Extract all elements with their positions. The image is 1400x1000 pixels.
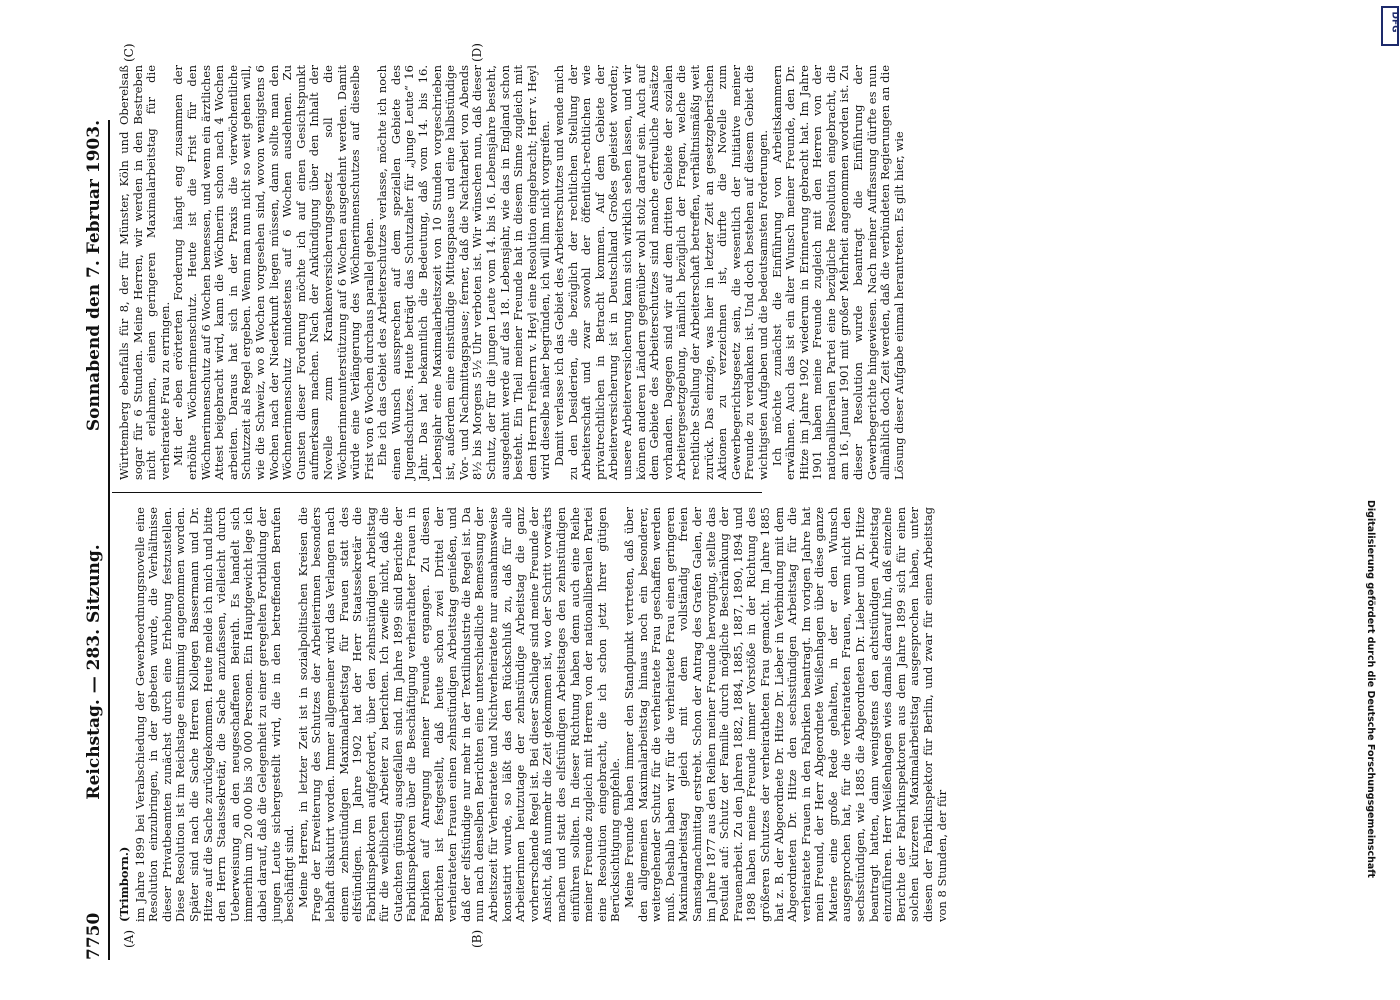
text-column-right xyxy=(117,65,906,480)
header-rule xyxy=(108,120,110,960)
paragraph: Mit der eben erörterten Forderung hängt eng zusammen der erhöhte Wöchnerinnenschutz. Heute ist die Frist für den Wöchnerinnenschutz auf 6 Wochen bemessen, und wenn ein ärztliches Attest beigebracht wird, kann die Wöchnerin schon nach 4 Wochen arbeiten. Daraus hat sich in der Praxis die vierwöchentliche Schutzzeit als Regel ergeben. Wenn man nun nicht so weit gehen will, wie die Schweiz, wo 8 Wochen vorgesehen sind, wovon wenigstens 6 Wochen nach der Niederkunft liegen müssen, dann sollte man den Wöchnerinnenschutz mindestens auf 6 Wochen ausdehnen. Zu Gunsten dieser Forderung möchte ich auf einen Gesichtspunkt aufmerksam machen. Nach der Ankündigung über den Inhalt der Novelle zum Krankenversicherungsgesetz soll die Wöchnerinnenunterstützung auf 6 Wochen ausgedehnt werden. Damit würde eine Verlängerung des Wöchnerinnenschutzes auf dieselbe Frist von 6 Wochen durchaus parallel gehen. xyxy=(171,65,376,480)
credit-text: Digitalisierung gefördert durch die Deutsche Forschungsgemeinschaft xyxy=(1365,500,1376,878)
text-column-left xyxy=(117,507,949,922)
paragraph: Ich möchte zunächst die Einführung von Arbeitskammern erwähnen. Auch das ist ein alter Wunsch meiner Freunde, den Dr. Hitze im Jahre 1902 wiederum in Erinnerung gebracht hat. Im Jahre 1901 haben meine Freunde zugleich mit den Herren von der nationalliberalen Partei eine bezügliche Resolution eingebracht, die am 16. Januar 1901 mit großer Mehrheit angenommen worden ist. Zu dieser Resolution wurde beantragt die Einführung der Gewerbegerichte hingewiesen. Nach meiner Auffassung dürfte es nun allmählich doch Zeit werden, daß die verbündeten Regierungen an die Lösung dieser Aufgabe einmal herantreten. Es gilt hier, wie xyxy=(769,65,906,480)
margin-mark-c: (C) xyxy=(122,43,136,62)
paragraph: im Jahre 1899 bei Verabschiedung der Gewerbeordnungsnovelle eine Resolution einzubringen, in der gebeten wurde, die Verhältnisse dieser Privatbeamten zunächst durch eine Erhebung festzustellen. Diese Resolution ist im Reichstage einstimmig angenommen worden. Später sind nach die Sache Herren Kollegen Bassermann und Dr. Hitze auf die Sache zurückgekommen. Heute melde ich mich und bitte den Herrn Staatssekretär, die Sache anzufassen, vielleicht durch Ueberweisung an den neugeschaffenen Beirath. Es handelt sich immerhin um 20 000 bis 30 000 Personen. Ein Hauptgewicht lege ich dabei darauf, daß die Gelegenheit zu einer geregelten Fortbildung der jungen Leute sichergestellt wird, die in den betreffenden Berufen beschäftigt sind. xyxy=(132,507,297,922)
header-session: Reichstag. — 283. Sitzung. xyxy=(84,544,104,800)
paragraph: Meine Herren, in letzter Zeit ist in sozialpolitischen Kreisen die Frage der Erweiterung des Schutzes der Arbeiterinnen besonders lebhaft diskutirt worden. Immer allgemeiner wird das Verlangen nach einem zehnstündigen Maximalarbeitstag für Frauen statt des elfstündigen. Im Jahre 1902 hat der Herr Staatssekretär die Fabrikinspektoren aufgefordert, über den zehnstündigen Arbeitstag für die weiblichen Arbeiter zu berichten. Ich zweifle nicht, daß die Gutachten günstig ausgefallen sind. Im Jahre 1899 sind Berichte der Fabrikinspektoren über die Beschäftigung verheiratheter Frauen in Fabriken auf Anregung meiner Freunde ergangen. Zu diesen Berichten ist festgestellt, daß heute schon zwei Drittel der verheirateten Frauen einen zehnstündigen Arbeitstag genießen, und daß der elfstündige nur mehr in der Textilindustrie die Regel ist. Da nun nach denselben Berichten eine unterschiedliche Bemessung der Arbeitszeit für Verheiratete und Nichtverheiratete nur ausnahmsweise konstatirt wurde, so läßt das den Rückschluß zu, daß für alle Arbeiterinnen heutzutage der zehnstündige Arbeitstag die ganz vorherrschende Regel ist. Bei dieser Sachlage sind meine Freunde der Ansicht, daß nunmehr die Zeit gekommen ist, wo der Schritt vorwärts machen und statt des elfstündigen Arbeitstages den zehnstündigen einführen sollten. In dieser Richtung haben denn auch eine Reihe meiner Freunde zugleich mit Herren von der nationalliberalen Partei eine Resolution eingebracht, die ich schon jetzt Ihrer gütigen Berücksichtigung empfehle. xyxy=(295,507,623,922)
digitization-credit xyxy=(1358,0,1397,1000)
paragraph: Württemberg ebenfalls für 8, der für Münster, Köln und Oberelsaß sogar für 6 Stunden. Meine Herren, wir werden in den Bestreben nicht erlahmen, einen geringeren Maximalarbeitstag für die verheiratete Frau zu erringen. xyxy=(117,65,172,480)
paragraph: Ehe ich das Gebiet des Arbeiterschutzes verlasse, möchte ich noch einen Wunsch aussprechen auf dem speziellen Gebiete des Jugendschutzes. Heute beträgt das Schutzalter für „junge Leute“ 16 Jahr. Das hat bekanntlich die Bedeutung, daß vom 14. bis 16. Lebensjahr eine Maximalarbeitszeit von 10 Stunden vorgeschrieben ist, außerdem eine einstündige Mittagspause und eine halbstündige Vor- und Nachmittagspause; ferner, daß die Nachtarbeit von Abends 8½ bis Morgens 5½ Uhr verboten ist. Wir wünschen nun, daß dieser Schutz, der für die jungen Leute vom 14. bis 16. Lebensjahre besteht, ausgedehnt werde auf das 18. Lebensjahr, wie das in England schon besteht. Ein Theil meiner Freunde hat in diesem Sinne zugleich mit dem Herrn Freiherrn v. Heyl eine Resolution eingebracht; Herr v. Heyl wird dieselbe näher begründen, ich will ihm nicht vorgreifen. xyxy=(375,65,553,480)
margin-mark-b: (B) xyxy=(470,929,484,948)
paragraph: Meine Freunde haben immer den Standpunkt vertreten, daß über den allgemeinen Maximalarbeitstag hinaus noch ein besonderer, weitergehender Schutz für die verheiratete Frau geschaffen werden muß. Deshalb haben wir für die verheiratete Frau einen geringeren Maximalarbeitstag gleich mit dem vollständig freien Samstagnachmittag erstrebt. Schon der Antrag des Grafen Galen, der im Jahre 1877 aus den Reihen meiner Freunde hervorging, stellte das Postulat auf: Schutz der Familie durch mögliche Beschränkung der Frauenarbeit. Zu den Jahren 1882, 1884, 1885, 1887, 1890, 1894 und 1898 haben meine Freunde immer Vorstöße in der Richtung des größeren Schutzes der verheiratheten Frau gemacht. Im Jahre 1885 hat z. B. der Abgeordnete Dr. Hitze Dr. Lieber in Verbindung mit dem Abgeordneten Dr. Hitze den sechsstündigen Arbeitstag für die verheiratete Frauen in den Fabriken beantragt. Im vorigen Jahre hat mein Freund, der Herr Abgeordnete Weißenhagen über diese ganze Materie eine große Rede gehalten, in der er den Wunsch ausgesprochen hat, für die verheirateten Frauen, wenn nicht den sechsstündigen, wie 1885 die Abgeordneten Dr. Lieber und Dr. Hitze beantragt hatten, dann wenigstens den achtstündigen Arbeitstag einzuführen. Herr Weißenhagen wies damals darauf hin, daß einzelne Berichte der Fabrikinspektoren aus dem Jahre 1899 sich für einen solchen kürzeren Maximalarbeitstag ausgesprochen haben, unter diesen der Fabrikinspektor für Berlin, und zwar für einen Arbeitstag von 8 Stunden, der für xyxy=(621,507,949,922)
paragraph: Damit verlasse ich das Gebiet des Arbeiterschutzes und wende mich zu den Desiderien, die bezüglich der rechtlichen Stellung der Arbeiterschaft und zwar sowohl der öffentlich-rechtlichen wie privatrechtlichen in Betracht kommen. Auf dem Gebiete der Arbeiterversicherung ist in Deutschland Großes geleistet worden; unsere Arbeiterversicherung kann sich wirklich sehen lassen, und wir können anderen Ländern gegenüber wohl stolz darauf sein. Auch auf dem Gebiete des Arbeiterschutzes sind manche erfreuliche Ansätze vorhanden. Dagegen sind wir auf dem dritten Gebiete der sozialen Arbeitergesetzgebung, nämlich bezüglich der Fragen, welche die rechtliche Stellung der Arbeiterschaft betreffen, verhältnismäßig weit zurück. Das einzige, was hier in letzter Zeit an gesetzgeberischen Aktionen zu verzeichnen ist, dürfte die Novelle zum Gewerbegerichtsgesetz sein, die wesentlich der Initiative meiner Freunde zu verdanken ist. Und doch bestehen auf diesem Gebiet die wichtigsten Aufgaben und die bedeutsamsten Forderungen. xyxy=(552,65,770,480)
header-date: Sonnabend den 7. Februar 1903. xyxy=(84,120,104,432)
margin-mark-a: (A) xyxy=(122,929,136,948)
dfg-logo: DFG xyxy=(1381,6,1399,46)
margin-mark-d: (D) xyxy=(470,43,484,62)
page-number: 7750 xyxy=(84,912,104,960)
page-header xyxy=(70,120,104,960)
speaker-name: (Trimborn.) xyxy=(117,846,131,922)
column-divider xyxy=(112,492,762,493)
